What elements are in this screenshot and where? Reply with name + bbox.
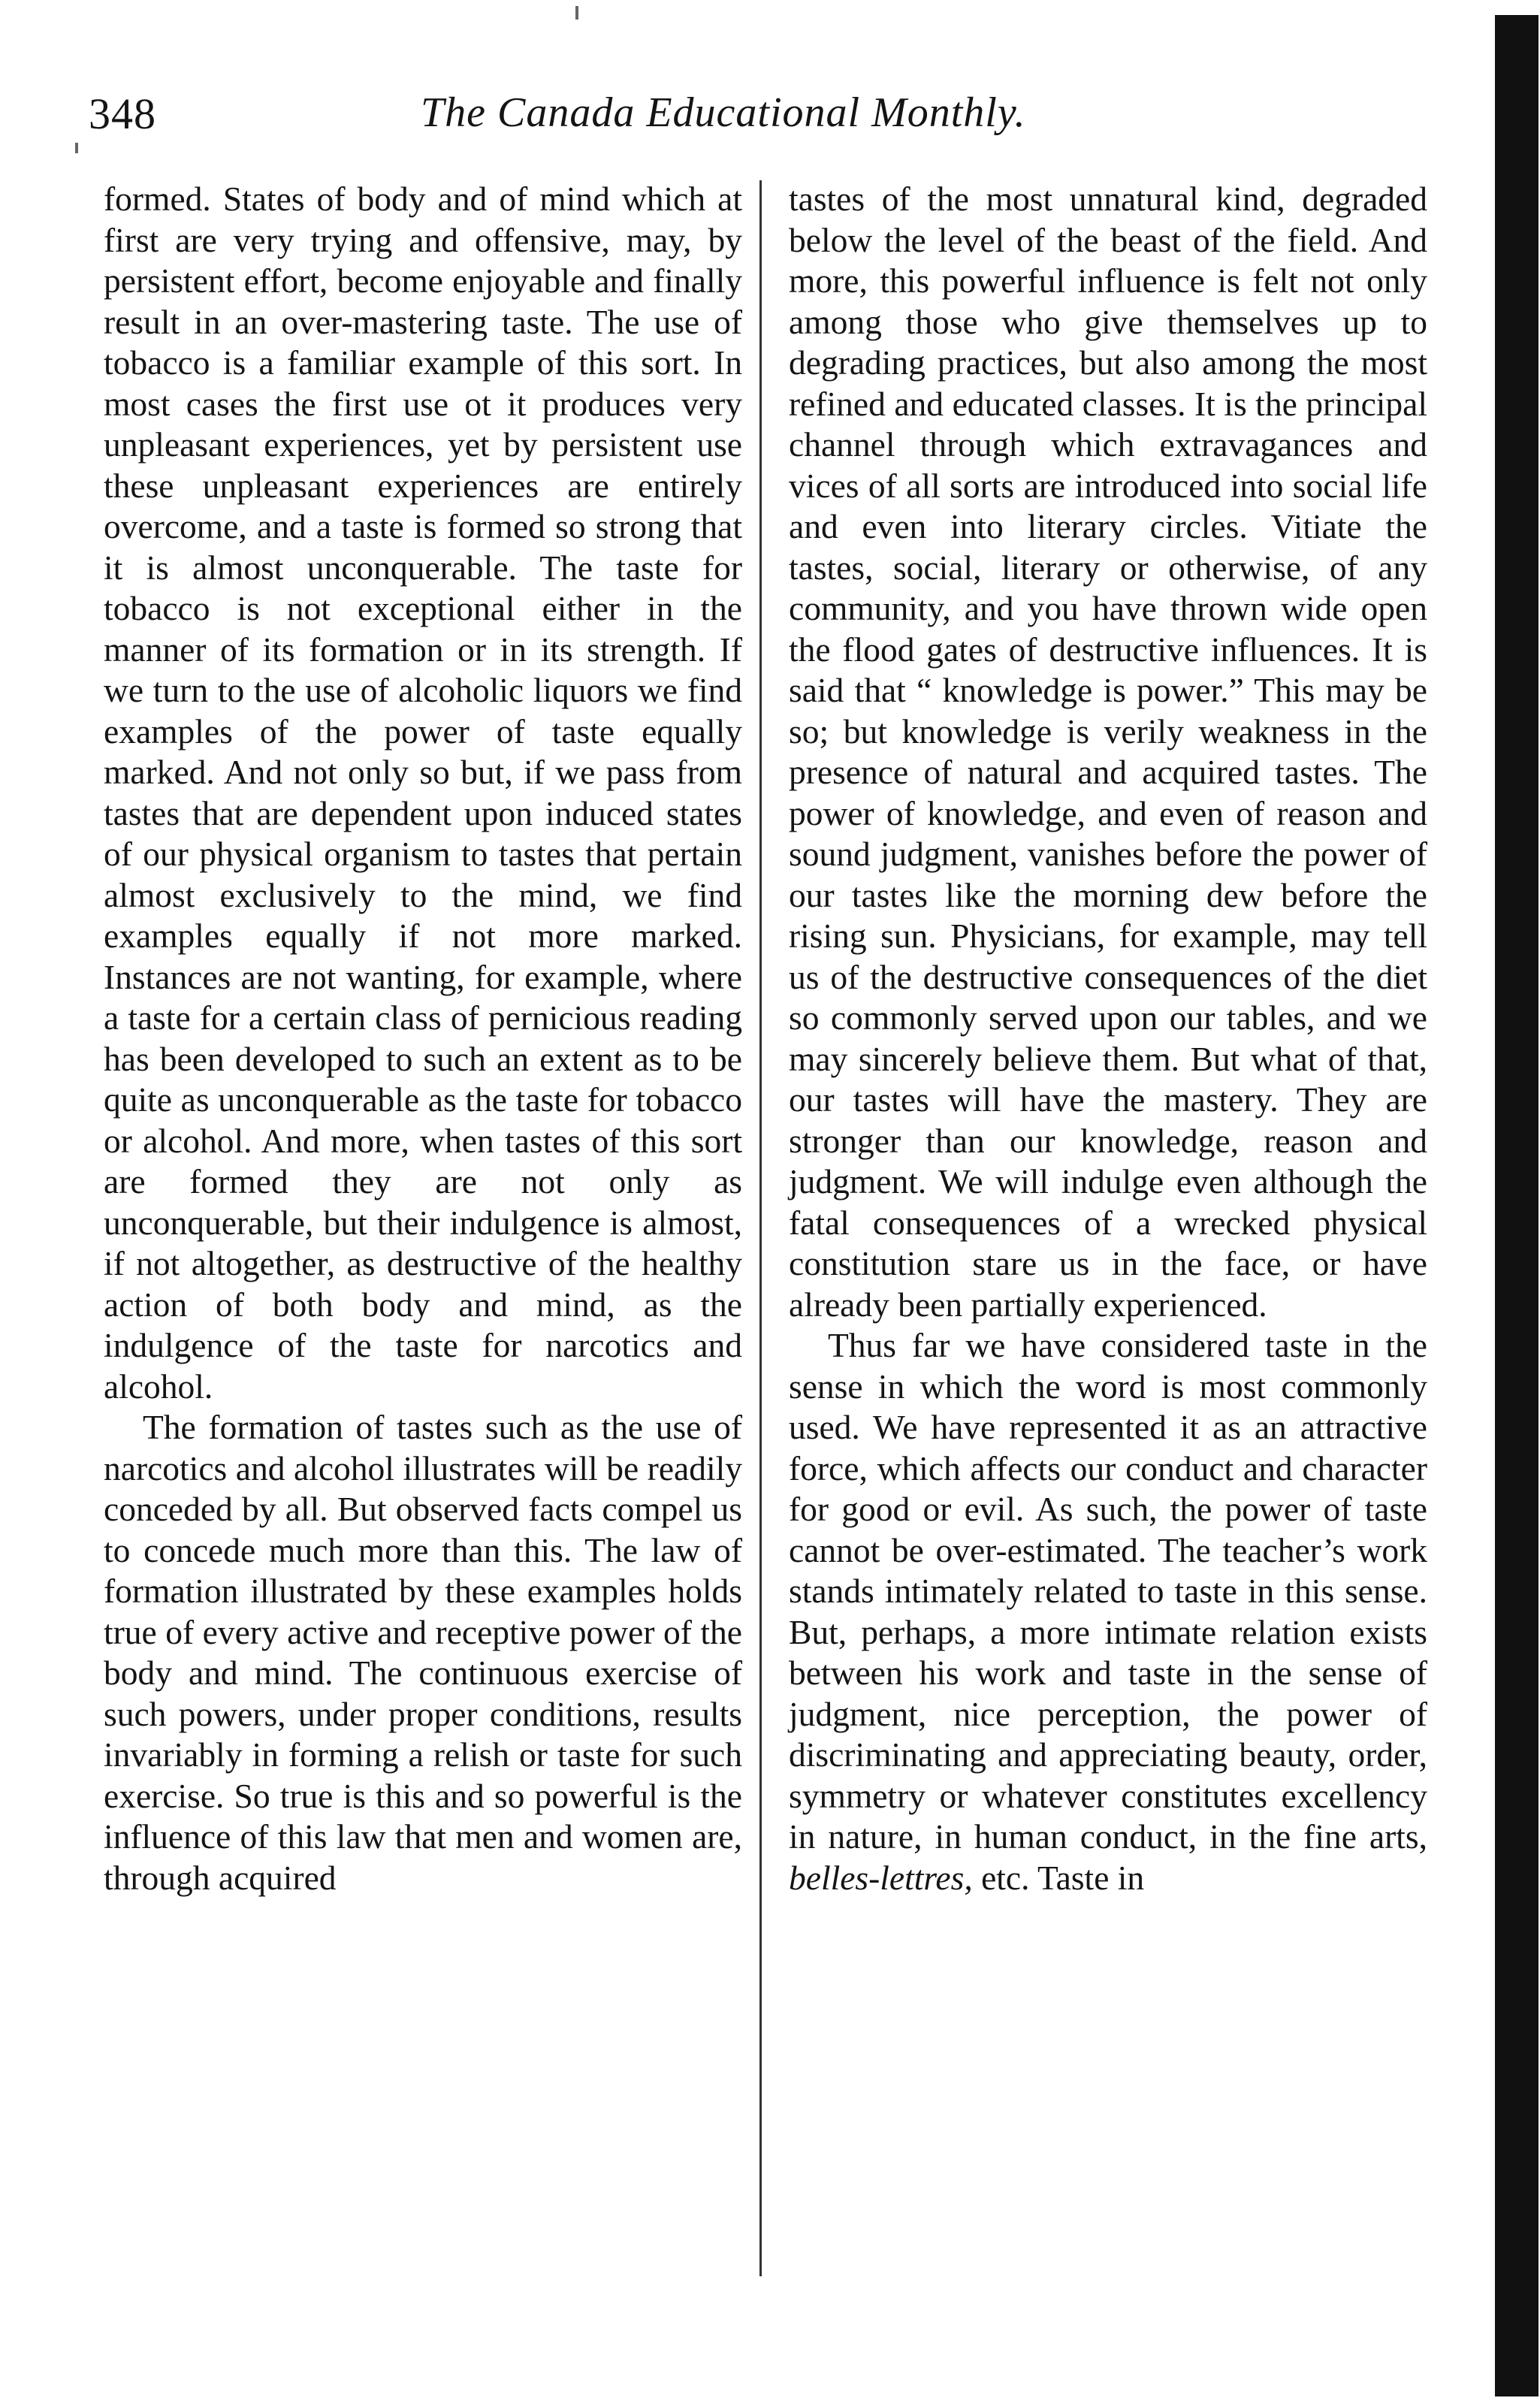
left-column xyxy=(104,179,742,1898)
scan-speck xyxy=(575,6,578,20)
paragraph-text-end: etc. Taste in xyxy=(972,1858,1145,1897)
scan-edge-bar xyxy=(1495,15,1538,2396)
paragraph: tastes of the most unnatural kind, degraded below the level of the beast of the field. And more, this powerful influence is felt not only among those who give themselves up to degrading practices, but also among the most refined and educated classes. It is the principal channel through which extravagances and vices of all sorts are introduced into social life and even into literary circles. Vitiate the tastes, social, literary or otherwise, of any community, and you have thrown wide open the flood gates of destructive influences. It is said that “ knowledge is power.” This may be so; but knowledge is verily weakness in the presence of natural and acquired tastes. The power of knowledge, and even of reason and sound judgment, vanishes before the power of our tastes like the morning dew before the rising sun. Physicians, for example, may tell us of the destructive consequences of the diet so commonly served upon our tables, and we may sincerely believe them. But what of that, our tastes will have the mastery. They are stronger than our knowledge, reason and judgment. We will indulge even although the fatal consequences of a wrecked physical constitution stare us in the face, or have already been partially experienced. xyxy=(789,180,1427,1324)
paragraph: formed. States of body and of mind which at first are very trying and offensive, may, by persistent effort, become enjoyable and finally result in an over-mastering taste. The use of tobacco is a familiar example of this sort. In most cases the first use ot it produces very unpleasant experiences, yet by persistent use these unpleasant experiences are entirely overcome, and a taste is formed so strong that it is almost unconquerable. The taste for tobacco is not exceptional either in the manner of its formation or in its strength. If we turn to the use of alcoholic liquors we find examples of the power of taste equally marked. And not only so but, if we pass from tastes that are dependent upon induced states of our physical organism to tastes that pertain almost exclusively to the mind, we find examples equally if not more marked. Instances are not wanting, for example, where a taste for a certain class of pernicious reading has been developed to such an extent as to be quite as unconquerable as the taste for tobacco or alcohol. And more, when tastes of this sort are formed they are not only as unconquerable, but their indulgence is almost, if not altogether, as destructive of the healthy action of both body and mind, as the indulgence of the taste for narcotics and alcohol. xyxy=(104,180,742,1406)
scan-speck xyxy=(75,143,78,153)
italic-term: belles-lettres, xyxy=(789,1858,973,1897)
paragraph: The formation of tastes such as the use of narcotics and alcohol illustrates will be readily conceded by all. But observed facts compel us to concede much more than this. The law of formation illustrated by these examples holds true of every active and receptive power of the body and mind. The continuous exercise of such powers, under proper conditions, results invariably in forming a relish or taste for such exercise. So true is this and so powerful is the influence of this law that men and women are, through acquired xyxy=(104,1408,742,1897)
column-divider xyxy=(759,180,762,2276)
page-number: 348 xyxy=(89,89,156,138)
paragraph-text: Thus far we have considered taste in the sense in which the word is most commonly used. We have represented it as an attractive force, which affects our conduct and character for good or evil. As such, the power of taste cannot be over-estimated. The teacher’s work stands intimately related to taste in this sense. But, perhaps, a more intimate relation exists between his work and taste in the sense of judgment, nice perception, the power of discriminating and appreciating beauty, order, symmetry or whatever constitutes excellency in nature, in human conduct, in the fine arts, xyxy=(789,1326,1427,1856)
right-column xyxy=(789,179,1427,1898)
running-title: The Canada Educational Monthly. xyxy=(421,89,1026,136)
paragraph xyxy=(789,1325,1427,1898)
